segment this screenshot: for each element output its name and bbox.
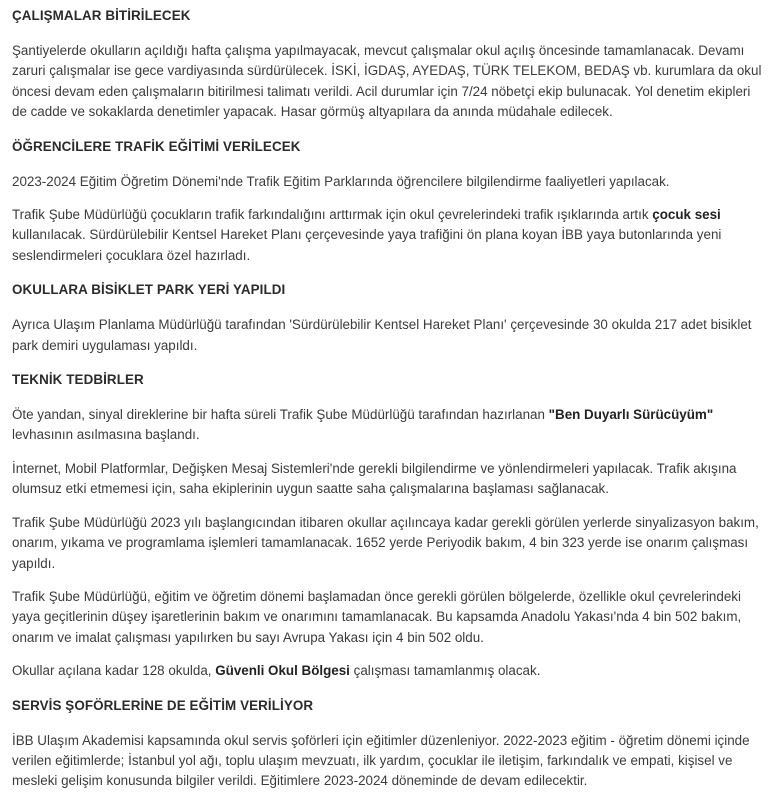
section-heading: SERVİS ŞOFÖRLERİNE DE EĞİTİM VERİLİYOR [12,697,314,713]
paragraph: Ayrıca Ulaşım Planlama Müdürlüğü tarafından 'Sürdürülebilir Kentsel Hareket Planı' çerçevesinde 30 okulda 217 adet bisiklet park demiri uygulaması yapıldı. [12,317,752,353]
paragraph: 2023-2024 Eğitim Öğretim Dönemi'nde Trafik Eğitim Parklarında öğrencilere bilgilendirme faaliyetleri yapılacak. [12,173,670,189]
emphasis-text: çocuk sesi [652,207,721,223]
paragraph-text: Trafik Şube Müdürlüğü çocukların trafik farkındalığını arttırmak için okul çevrelerindeki trafik ışıklarında artık [12,207,653,223]
paragraph: Trafik Şube Müdürlüğü, eğitim ve öğretim dönemi başlamadan önce gerekli görülen bölgelerde, özellikle okul çevrelerindeki yaya geçitlerinin düşey işaretlerinin bakım ve onarımını tamamlanacak. Bu kapsamda Anadolu Yakası'nda 4 bin 502 bakım, onarım ve imalat çalışması yapılırken bu sayı Avrupa Yakası için 4 bin 502 oldu. [12,588,742,645]
paragraph [12,661,762,681]
section-heading: TEKNİK TEDBİRLER [12,372,144,388]
paragraph [12,205,762,266]
paragraph-text: çalışması tamamlanmış olacak. [349,663,541,679]
paragraph: Trafik Şube Müdürlüğü 2023 yılı başlangıcından itibaren okullar açılıncaya kadar gerekli görülen yerlerde sinyalizasyon bakım, onarım, yıkama ve programlama işlemleri tamamlanacak. 1652 yerde Periyodik bakım, 4 bin 323 yerde ise onarım çalışması yapıldı. [12,514,759,571]
emphasis-text: Güvenli Okul Bölgesi [215,663,350,679]
paragraph: Şantiyelerde okulların açıldığı hafta çalışma yapılmayacak, mevcut çalışmalar okul açılış öncesinde tamamlanacak. Devamı zaruri çalışmalar ise gece vardiyasında sürdürülecek. İSKİ, İGDAŞ, AYEDAŞ, TÜRK TELEKOM, BEDAŞ vb. kurumlara da okul öncesi devam eden çalışmaların bitirilmesi talimatı verildi. Acil durumlar için 7/24 nöbetçi ekip bulunacak. Yol denetim ekipleri de cadde ve sokaklarda denetimler yapacak. Hasar görmüş altyapılara da anında müdahale edilecek. [12,43,762,120]
paragraph-text: Öte yandan, sinyal direklerine bir hafta süreli Trafik Şube Müdürlüğü tarafından hazırlanan [12,407,549,423]
paragraph: İnternet, Mobil Platformlar, Değişken Mesaj Sistemleri'nde gerekli bilgilendirme ve yönlendirmeleri yapılacak. Trafik akışına olumsuz etki etmemesi için, saha ekiplerinin uygun saatte saha çalışmalarına başlaması sağlanacak. [12,460,737,497]
section-heading: ÇALIŞMALAR BİTİRİLECEK [12,8,191,23]
emphasis-text: "Ben Duyarlı Sürücüyüm" [548,407,714,423]
paragraph-text: levhasının asılmasına başlandı. [12,427,200,443]
paragraph: İBB Ulaşım Akademisi kapsamında okul servis şoförleri için eğitimler düzenleniyor. 2022-2023 eğitim - öğretim dönemi içinde verilen eğitimlerde; İstanbul yol ağı, toplu ulaşım mevzuatı, ilk yardım, çocuklar ile iletişim, farkındalık ve empati, kişisel ve mesleki gelişim konusunda bilgiler verildi. Eğitimlere 2023-2024 döneminde de devam edilecektir. [12,732,750,789]
section-heading: OKULLARA BİSİKLET PARK YERİ YAPILDI [12,282,286,298]
paragraph [12,405,762,446]
section-heading: ÖĞRENCİLERE TRAFİK EĞİTİMİ VERİLECEK [12,138,301,154]
paragraph-text: Okullar açılana kadar 128 okulda, [12,663,216,679]
paragraph-text: kullanılacak. Sürdürülebilir Kentsel Hareket Planı çerçevesinde yaya trafiğini ön plana koyan İBB yaya butonlarında yeni seslendirmeleri çocuklara özel hazırladı. [12,227,722,263]
